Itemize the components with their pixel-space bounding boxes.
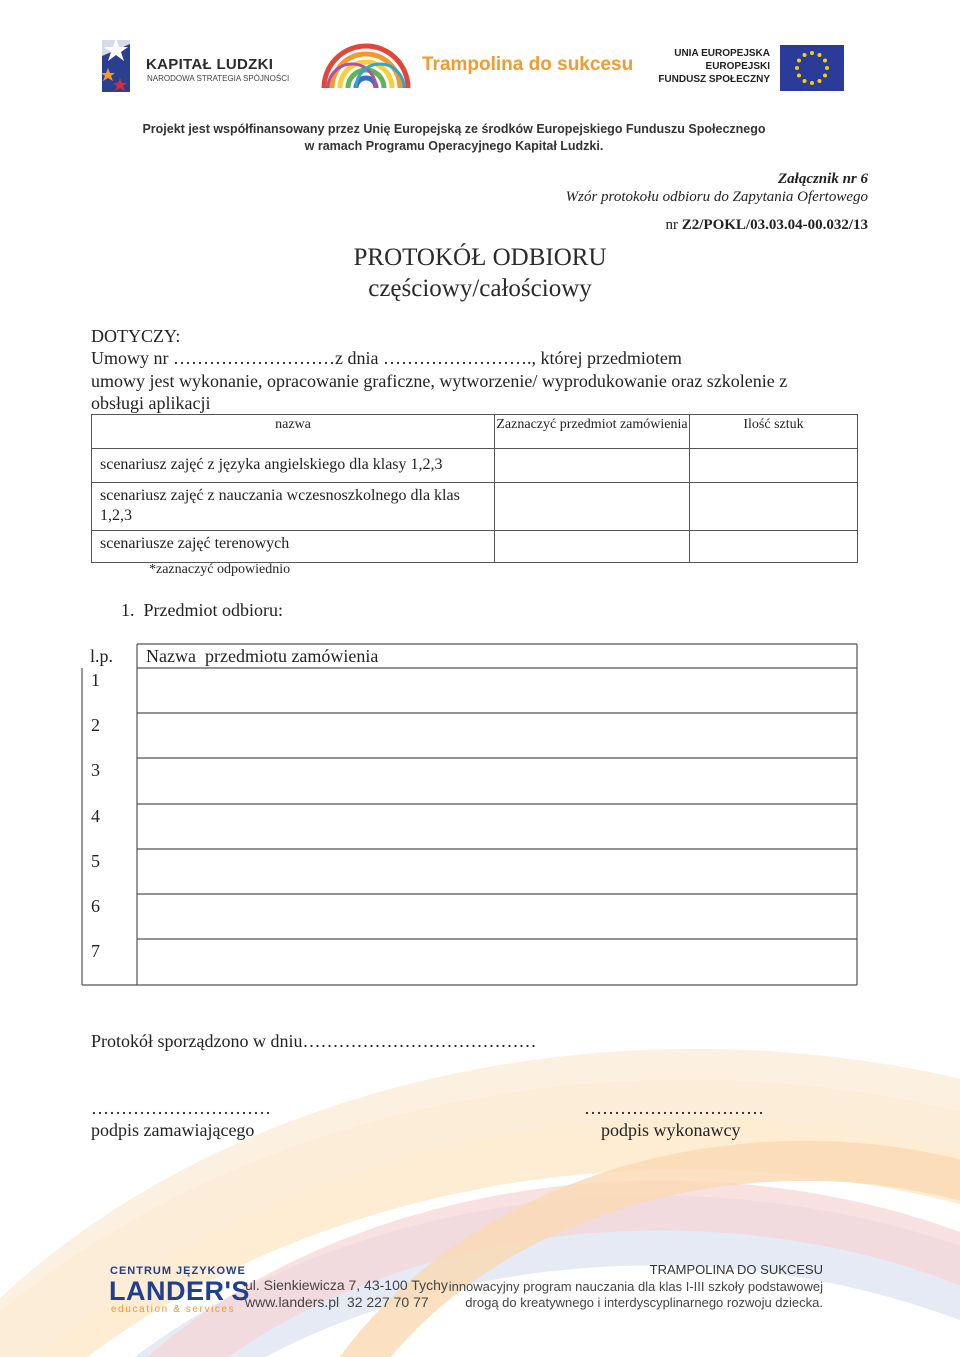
funding-line-2: w ramach Programu Operacyjnego Kapitał Ludzki.	[304, 139, 604, 153]
row-name: scenariusz zajęć z nauczania wczesnoszkolnego dla klas 1,2,3	[92, 483, 495, 531]
reference-number: Z2/POKL/03.03.04-00.032/13	[681, 217, 868, 233]
landers-logo-name: LANDER'S	[109, 1276, 250, 1306]
eu-logo	[658, 44, 850, 92]
intro-line-2: umowy jest wykonanie, opracowanie graficzne, wytworzenie/ wyprodukowanie oraz szkolenie z	[91, 371, 788, 391]
trampolina-logo-text: Trampolina do sukcesu	[422, 54, 634, 75]
kapital-ludzki-subtitle: NARODOWA STRATEGIA SPÓJNOŚCI	[147, 74, 290, 83]
row-select-cell[interactable]	[495, 449, 690, 483]
lp-number: 3	[91, 760, 100, 780]
table-row	[92, 531, 858, 563]
dotyczy-label: DOTYCZY:	[91, 326, 181, 346]
table-row	[92, 449, 858, 483]
section-1-heading: 1. Przedmiot odbioru:	[121, 600, 283, 620]
row-quantity-cell[interactable]	[690, 483, 858, 531]
landers-web-phone: www.landers.pl 32 227 70 77	[245, 1294, 429, 1310]
eu-line3: FUNDUSZ SPOŁECZNY	[658, 74, 770, 85]
document-subtitle: częściowy/całościowy	[368, 275, 592, 302]
signature-right-dots: …………………………	[584, 1098, 764, 1118]
trampolina-footer-title: TRAMPOLINA DO SUKCESU	[649, 1262, 823, 1277]
document-title: PROTOKÓŁ ODBIORU	[353, 244, 607, 271]
row-name: scenariusze zajęć terenowych	[92, 531, 495, 563]
lp-number: 7	[91, 941, 100, 961]
eu-line1: UNIA EUROPEJSKA	[674, 48, 770, 59]
trampolina-logo	[318, 38, 638, 94]
date-line: Protokół sporządzono w dniu…………………………………	[91, 1031, 537, 1051]
rainbow-icon	[318, 38, 414, 92]
row-select-cell[interactable]	[495, 483, 690, 531]
subject-table-grid	[80, 640, 870, 990]
items-table-header	[92, 415, 858, 449]
lp-number: 1	[91, 670, 100, 690]
funding-line-1: Projekt jest współfinansowany przez Unię Europejską ze środków Europejskiego Funduszu Społecznego	[142, 122, 766, 136]
reference-prefix: nr	[665, 217, 678, 233]
reference-number-line	[665, 217, 868, 234]
header-nazwa: nazwa	[92, 415, 495, 449]
signature-left-dots: …………………………	[91, 1098, 271, 1118]
kapital-ludzki-logo	[96, 36, 296, 98]
landers-top-text: CENTRUM JĘZYKOWE	[110, 1265, 246, 1277]
intro-line-3: obsługi aplikacji	[91, 393, 211, 413]
kapital-ludzki-icon	[96, 36, 136, 96]
row-quantity-cell[interactable]	[690, 449, 858, 483]
signature-left-label: podpis zamawiającego	[91, 1120, 255, 1140]
lp-number: 6	[91, 896, 100, 916]
table-row	[92, 483, 858, 531]
row-quantity-cell[interactable]	[690, 531, 858, 563]
lp-number: 2	[91, 715, 100, 735]
kapital-ludzki-title: KAPITAŁ LUDZKI	[146, 56, 274, 73]
lp-header: l.p.	[90, 646, 114, 666]
header-ilosc: Ilość sztuk	[690, 415, 858, 449]
eu-flag-icon	[780, 45, 844, 91]
eu-line2: EUROPEJSKI	[705, 61, 770, 72]
landers-tagline: education & services	[111, 1304, 236, 1315]
attachment-label: Załącznik nr 6	[777, 171, 868, 187]
row-name: scenariusz zajęć z języka angielskiego dla klasy 1,2,3	[92, 449, 495, 483]
attachment-subtitle: Wzór protokołu odbioru do Zapytania Ofertowego	[565, 189, 868, 205]
landers-address: ul. Sienkiewicza 7, 43-100 Tychy	[245, 1277, 448, 1293]
name-header: Nazwa przedmiotu zamówienia	[146, 646, 379, 666]
trampolina-footer-line-2: drogą do kreatywnego i interdyscyplinarnego rozwoju dziecka.	[465, 1295, 823, 1310]
table-note: *zaznaczyć odpowiednio	[149, 562, 291, 577]
lp-number: 5	[91, 851, 100, 871]
trampolina-footer-line-1: innowacyjny program nauczania dla klas I-III szkoły podstawowej	[448, 1279, 823, 1294]
signature-right-label: podpis wykonawcy	[601, 1120, 741, 1140]
lp-number: 4	[91, 806, 100, 826]
header-zaznaczyc: Zaznaczyć przedmiot zamówienia	[495, 415, 690, 449]
row-select-cell[interactable]	[495, 531, 690, 563]
intro-line-1: Umowy nr ………………………z dnia ……………………., której przedmiotem	[91, 348, 682, 368]
items-table	[91, 414, 858, 563]
